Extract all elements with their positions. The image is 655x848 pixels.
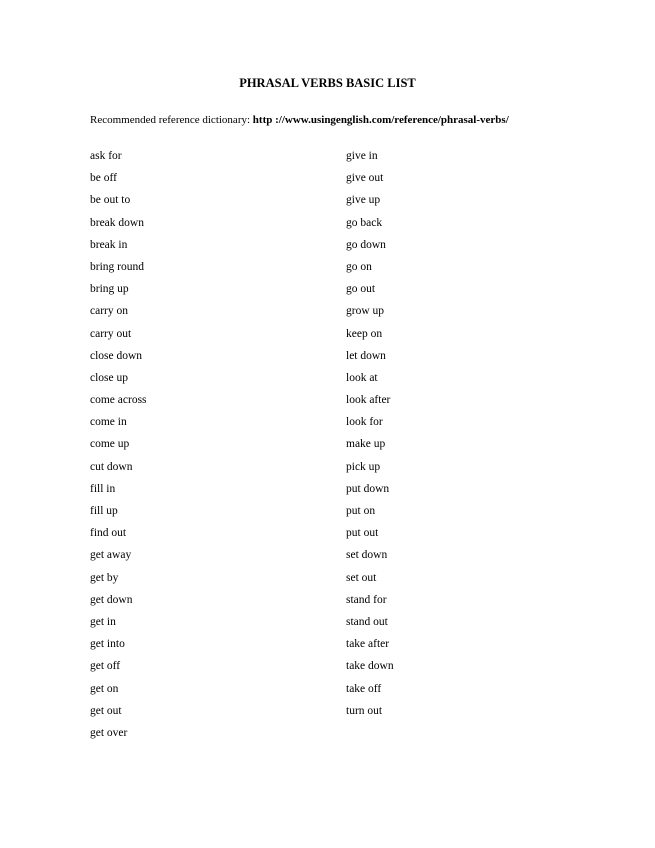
left-column xyxy=(90,149,147,748)
phrasal-verb-item: carry on xyxy=(90,305,128,318)
phrasal-verb-item: get by xyxy=(90,571,119,584)
phrasal-verb-item: make up xyxy=(346,438,386,451)
phrasal-verb-item: go on xyxy=(346,260,372,273)
phrasal-verb-item: be out to xyxy=(90,194,131,207)
phrasal-verb-item: get on xyxy=(90,682,119,695)
reference-label: Recommended reference dictionary: xyxy=(90,114,251,126)
phrasal-verb-item: come across xyxy=(90,394,147,407)
phrasal-verb-item: get over xyxy=(90,726,128,739)
phrasal-verb-item: take after xyxy=(346,638,390,651)
reference-line xyxy=(90,114,509,126)
right-column xyxy=(346,149,394,726)
phrasal-verb-item: set out xyxy=(346,571,377,584)
phrasal-verb-item: give up xyxy=(346,194,381,207)
phrasal-verb-item: bring round xyxy=(90,260,144,273)
phrasal-verb-item: put on xyxy=(346,505,376,517)
phrasal-verb-item: ask for xyxy=(90,150,122,162)
phrasal-verb-item: cut down xyxy=(90,460,133,473)
phrasal-verb-item: get away xyxy=(90,549,132,562)
phrasal-verb-item: get down xyxy=(90,593,133,606)
phrasal-verb-item: look for xyxy=(346,416,383,429)
phrasal-verb-item: break down xyxy=(90,216,144,229)
phrasal-verb-item: set down xyxy=(346,549,388,562)
phrasal-verb-item: look at xyxy=(346,371,378,384)
phrasal-verb-item: go out xyxy=(346,283,376,296)
phrasal-verb-item: take off xyxy=(346,682,382,695)
phrasal-verb-item: come in xyxy=(90,416,127,429)
phrasal-verb-item: stand out xyxy=(346,615,388,628)
phrasal-verb-item: get out xyxy=(90,704,122,717)
phrasal-verb-item: give out xyxy=(346,172,384,185)
phrasal-verb-item: grow up xyxy=(346,305,385,318)
phrasal-verb-item: carry out xyxy=(90,327,132,340)
phrasal-verb-item: fill in xyxy=(90,482,116,495)
phrasal-verb-item: put out xyxy=(346,527,379,540)
phrasal-verb-item: take down xyxy=(346,660,394,673)
phrasal-verb-item: bring up xyxy=(90,283,129,296)
phrasal-verb-item: find out xyxy=(90,527,127,540)
phrasal-verb-item: fill up xyxy=(90,505,118,517)
phrasal-verb-item: be off xyxy=(90,172,117,185)
reference-url[interactable]: http ://www.usingenglish.com/reference/phrasal-verbs/ xyxy=(252,114,509,126)
phrasal-verb-item: keep on xyxy=(346,327,383,340)
phrasal-verb-item: turn out xyxy=(346,704,383,717)
phrasal-verb-item: put down xyxy=(346,482,390,495)
phrasal-verb-item: get in xyxy=(90,615,116,628)
phrasal-verb-item: pick up xyxy=(346,460,381,473)
phrasal-verb-item: come up xyxy=(90,438,130,451)
phrasal-verb-item: break in xyxy=(90,238,128,251)
phrasal-verb-item: go back xyxy=(346,216,383,229)
phrasal-verb-item: stand for xyxy=(346,593,387,606)
phrasal-verb-item: close up xyxy=(90,371,129,384)
phrasal-verb-item: give in xyxy=(346,150,378,162)
phrasal-verb-item: close down xyxy=(90,349,143,362)
phrasal-verb-item: get into xyxy=(90,638,125,651)
phrasal-verb-item: get off xyxy=(90,660,121,673)
phrasal-verb-item: let down xyxy=(346,349,386,362)
phrasal-verb-item: look after xyxy=(346,394,391,407)
page-title: PHRASAL VERBS BASIC LIST xyxy=(239,76,416,90)
phrasal-verb-item: go down xyxy=(346,238,386,251)
